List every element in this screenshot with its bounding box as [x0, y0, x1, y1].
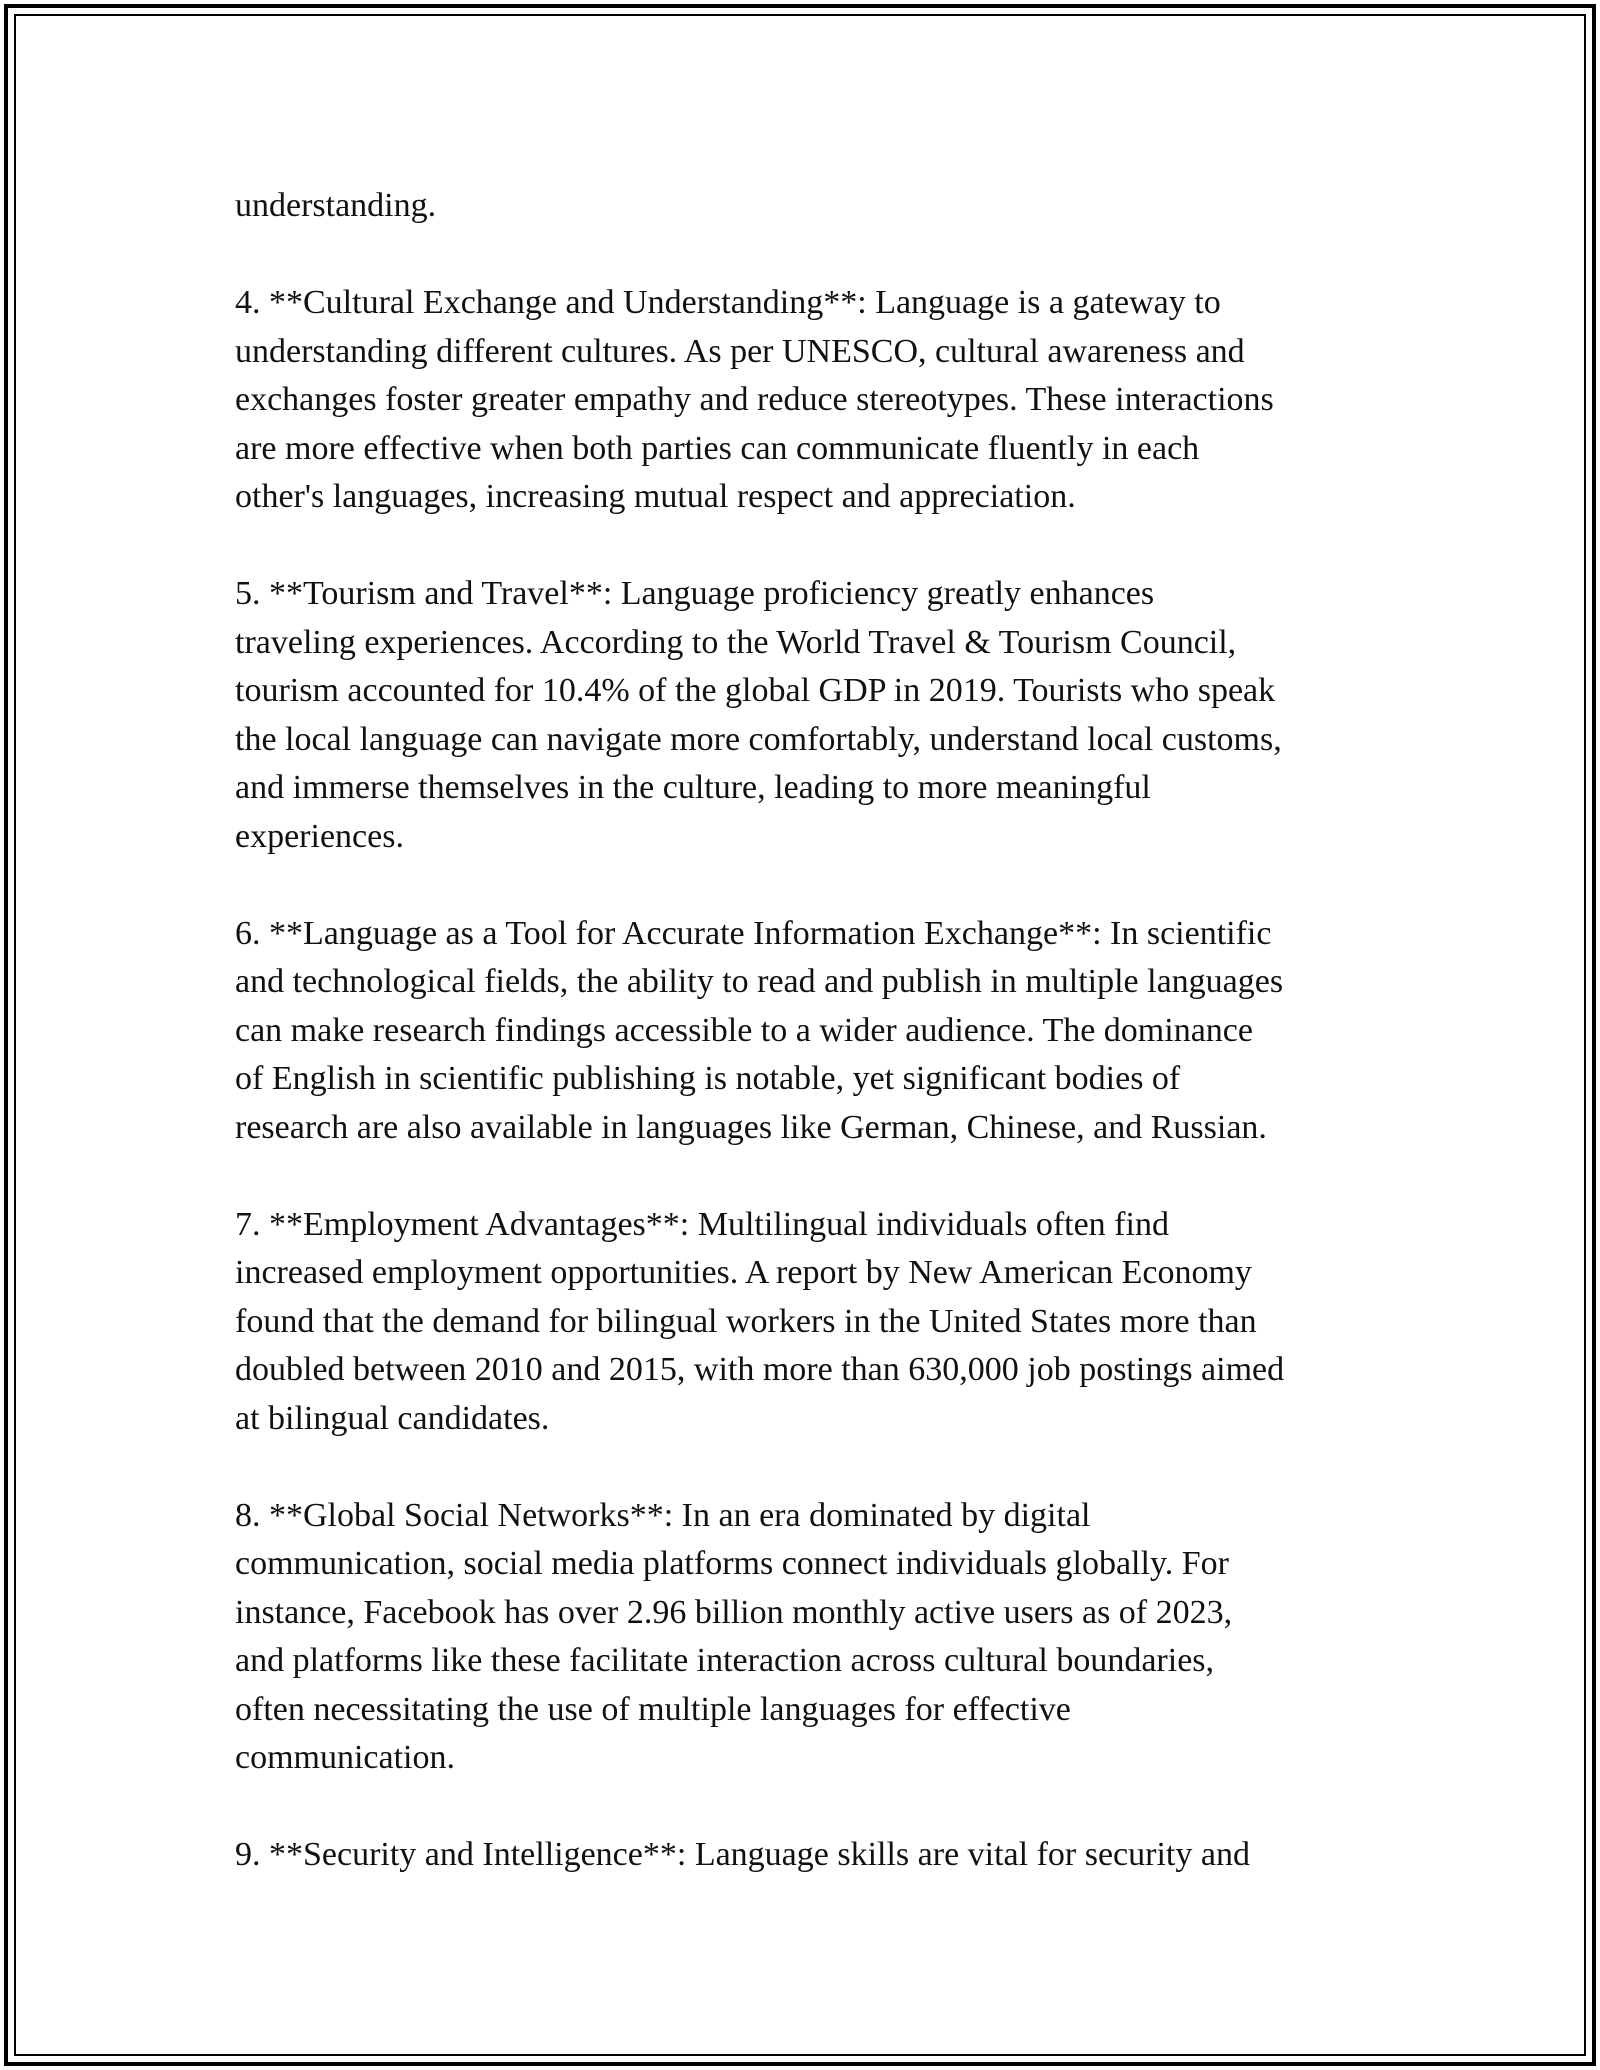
paragraph-employment-advantages: 7. **Employment Advantages**: Multilingual individuals often find increased employment opportunities. A report by New American Economy found that the demand for bilingual workers in the United States more than doubled between 2010 and 2015, with more than 630,000 job postings aimed at bilingual candidates. — [235, 1205, 1285, 1437]
paragraph-tourism-travel: 5. **Tourism and Travel**: Language proficiency greatly enhances traveling experiences. According to the World Travel & Tourism Council, tourism accounted for 10.4% of the global GDP in 2019. Tourists who speak the local language can navigate more comfortably, understand local customs, and immerse themselves in the culture, leading to more meaningful experiences. — [235, 575, 1282, 855]
paragraph-continuation: understanding. — [235, 187, 437, 224]
paragraph-cultural-exchange: 4. **Cultural Exchange and Understanding**: Language is a gateway to understanding different cultures. As per UNESCO, cultural awareness and exchanges foster greater empathy and reduce stereotypes. These interactions are more effective when both parties can communicate fluently in each other's languages, increasing mutual respect and appreciation. — [235, 284, 1274, 515]
paragraph-global-social-networks: 8. **Global Social Networks**: In an era dominated by digital communication, social media platforms connect individuals globally. For instance, Facebook has over 2.96 billion monthly active users as of 2023, and platforms like these facilitate interaction across cultural boundaries, often necessitating the use of multiple languages for effective communication. — [235, 1496, 1233, 1776]
paragraph-information-exchange: 6. **Language as a Tool for Accurate Information Exchange**: In scientific and technological fields, the ability to read and publish in multiple languages can make research findings accessible to a wider audience. The dominance of English in scientific publishing is notable, yet significant bodies of research are also available in languages like German, Chinese, and Russian. — [235, 914, 1284, 1146]
paragraph-security-intelligence: 9. **Security and Intelligence**: Language skills are vital for security and — [235, 1836, 1250, 1873]
document-body — [235, 182, 1375, 1880]
